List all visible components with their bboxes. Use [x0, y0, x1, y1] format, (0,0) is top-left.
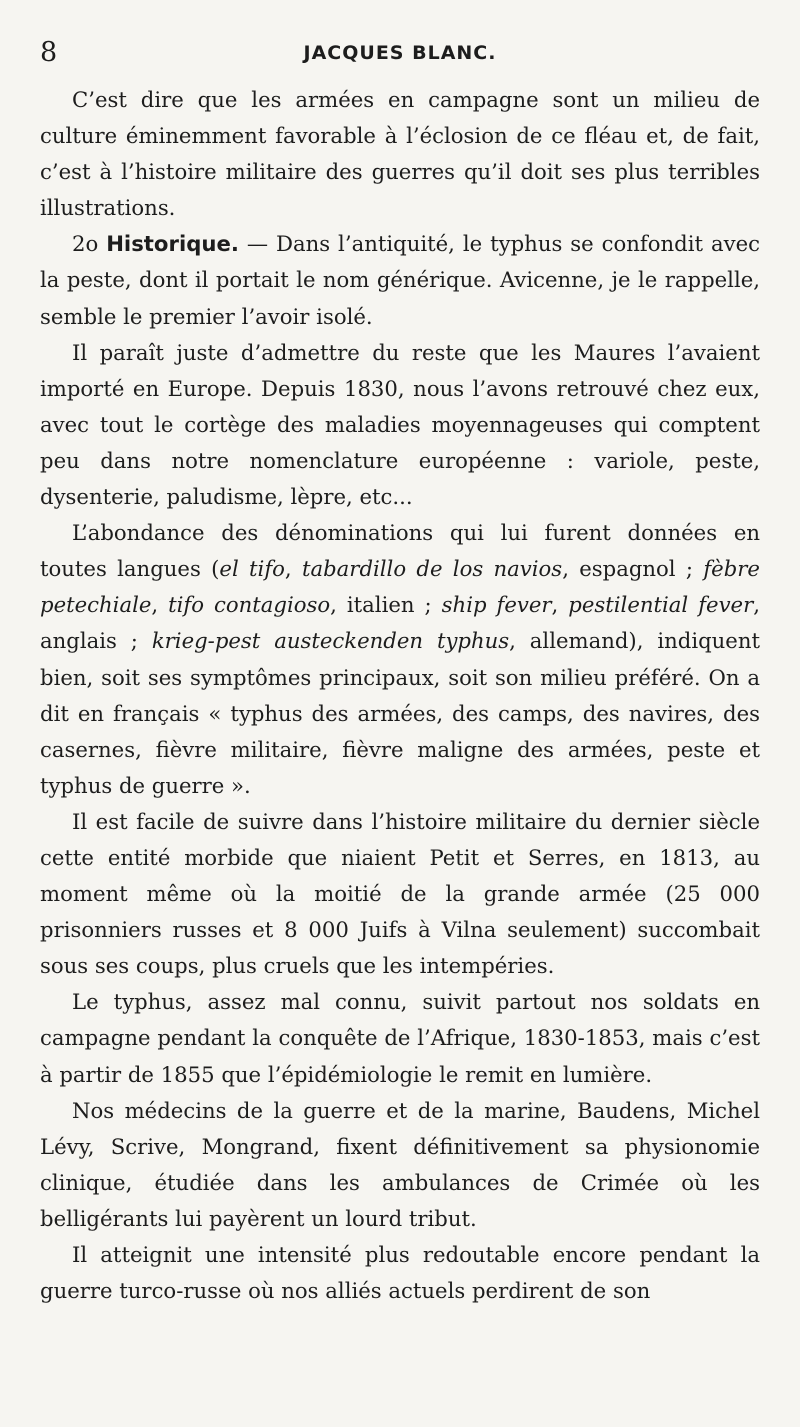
section-heading: Historique. — [106, 231, 239, 257]
paragraph-6: Le typhus, assez mal connu, suivit partout nos soldats en campagne pendant la conquête de l’Afrique, 1830-1853, mais c’est à partir de 1855 que l’épidémiologie le remit en lumière. — [40, 989, 760, 1087]
italic-term: ship fever — [441, 592, 552, 618]
paragraph-2-text: — Dans l’antiquité, le typhus se confondit avec la peste, dont il portait le nom générique. Avicenne, je le rappelle, semble le premier l’avoir isolé. — [40, 231, 760, 329]
italic-term: krieg-pest austeckenden typhus — [151, 628, 510, 654]
running-title: JACQUES BLANC. — [303, 42, 497, 64]
text-run: , espagnol ; — [562, 556, 704, 582]
section-number: 2o — [72, 231, 99, 257]
italic-term: pestilential fever — [568, 592, 754, 618]
text-run: L’abondance des dénominations qui lui furent données en toutes langues ( — [40, 520, 760, 582]
text-run: , — [284, 556, 302, 582]
running-head — [40, 38, 760, 74]
paragraph-1: C’est dire que les armées en campagne sont un milieu de culture éminemment favorable à l’éclosion de ce fléau et, de fait, c’est à l’histoire militaire des guerres qu’il doit ses plus terribles illustrations. — [40, 87, 760, 221]
text-run: , anglais ; — [40, 592, 760, 654]
text-run: , — [551, 592, 569, 618]
italic-term: el tifo — [219, 556, 285, 582]
paragraph-2 — [40, 226, 760, 334]
paragraph-3: Il paraît juste d’admettre du reste que les Maures l’avaient importé en Europe. Depuis 1830, nous l’avons retrouvé chez eux, avec tout le cortège des maladies moyennageuses qui comptent peu dans notre nomenclature européenne : variole, peste, dysenterie, paludisme, lèpre, etc... — [40, 339, 760, 510]
body-text — [40, 82, 760, 1309]
text-run: , allemand), indiquent bien, soit ses symptômes principaux, soit son milieu préféré. On a dit en français « typhus des armées, des camps, des navires, des casernes, fièvre militaire, fièvre maligne des armées, peste et typhus de guerre ». — [40, 628, 760, 798]
text-run: , italien ; — [330, 592, 442, 618]
italic-term: tabardillo de los navios — [301, 556, 563, 582]
page-number: 8 — [40, 37, 58, 68]
paragraph-5: Il est facile de suivre dans l’histoire militaire du dernier siècle cette entité morbide que niaient Petit et Serres, en 1813, au moment même où la moitié de la grande armée (25 000 prisonniers russes et 8 000 Juifs à Vilna seulement) succombait sous ses coups, plus cruels que les intempéries. — [40, 808, 760, 979]
text-run: , — [151, 592, 169, 618]
italic-term: tifo contagioso — [168, 592, 331, 618]
paragraph-4 — [40, 515, 760, 804]
italic-term: fèbre petechiale — [40, 556, 760, 618]
paragraph-7: Nos médecins de la guerre et de la marine, Baudens, Michel Lévy, Scrive, Mongrand, fixent définitivement sa physionomie clinique, étudiée dans les ambulances de Crimée où les belligérants lui payèrent un lourd tribut. — [40, 1097, 760, 1231]
paragraph-8: Il atteignit une intensité plus redoutable encore pendant la guerre turco-russe où nos alliés actuels perdirent de son — [40, 1242, 760, 1304]
